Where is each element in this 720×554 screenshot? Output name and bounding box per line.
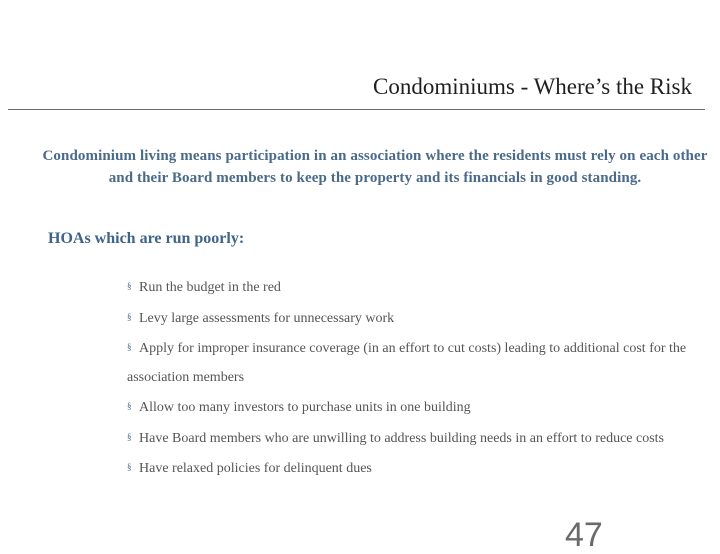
bullet-icon: § — [127, 431, 132, 442]
section-subheading: HOAs which are run poorly: — [48, 230, 245, 247]
bullet-icon: § — [127, 311, 132, 322]
list-item — [127, 392, 687, 423]
list-item — [127, 423, 687, 454]
bullet-text: Apply for improper insurance coverage (in an effort to cut costs) leading to additional cost for the association members — [127, 341, 687, 385]
bullet-list — [127, 272, 687, 484]
bullet-text: Have Board members who are unwilling to address building needs in an effort to reduce costs — [139, 430, 664, 446]
page-number: 47 — [565, 516, 603, 554]
intro-paragraph: Condominium living means participation in an association where the residents must rely on each other and their Board members to keep the property and its financials in good standing. — [42, 148, 708, 186]
bullet-icon: § — [127, 281, 132, 291]
bullet-icon: § — [127, 342, 132, 352]
bullet-text: Run the budget in the red — [139, 280, 281, 295]
slide-title: Condominiums - Where’s the Risk — [372, 74, 692, 99]
title-divider — [8, 109, 705, 110]
bullet-text: Allow too many investors to purchase units in one building — [139, 400, 471, 415]
bullet-text: Have relaxed policies for delinquent dues — [139, 461, 372, 476]
list-item — [127, 303, 687, 334]
list-item — [127, 453, 687, 484]
bullet-text: Levy large assessments for unnecessary work — [139, 310, 395, 326]
list-item — [127, 272, 687, 303]
bullet-icon: § — [127, 401, 132, 411]
bullet-icon: § — [127, 462, 132, 472]
list-item — [127, 333, 687, 392]
